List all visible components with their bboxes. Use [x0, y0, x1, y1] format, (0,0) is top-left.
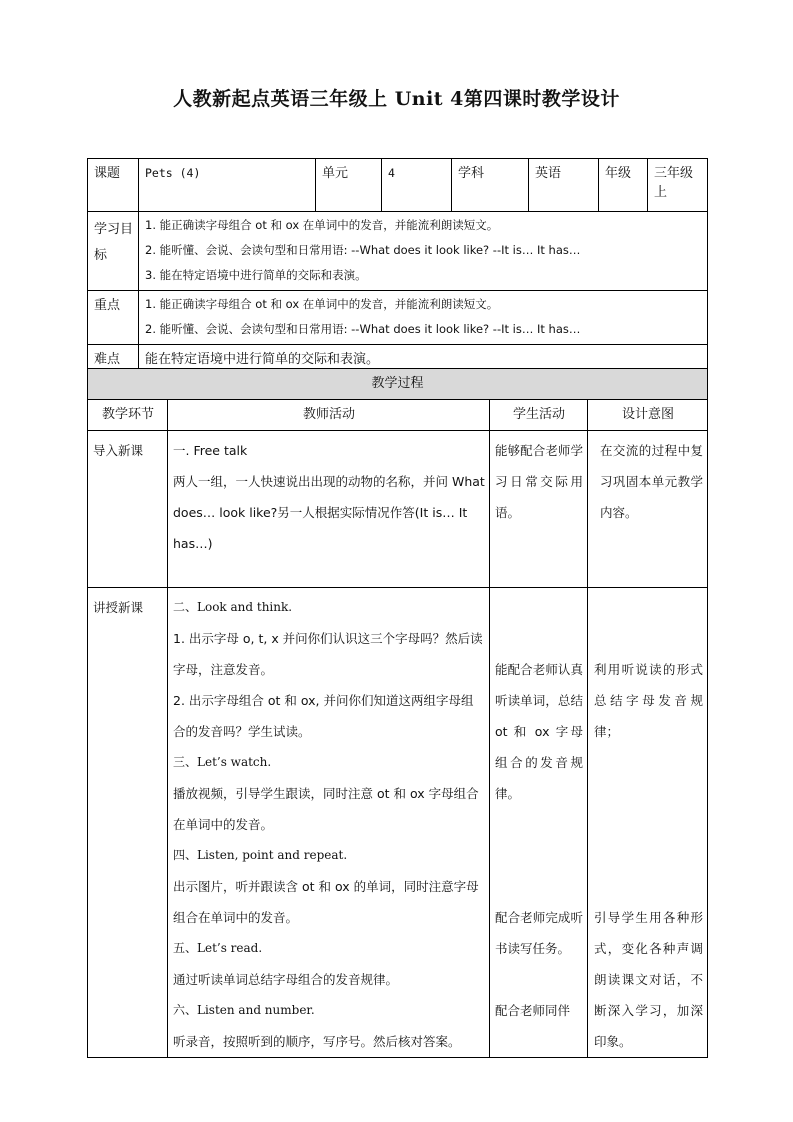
intent-new — [588, 588, 708, 1058]
teacher-line: 出示图片，听并跟读含 ot 和 ox 的单词，同时注意字母组合在单词中的发音。 — [173, 879, 479, 925]
header-stage: 教学环节 — [88, 400, 168, 431]
header-intent: 设计意图 — [588, 400, 708, 431]
key-point-item: 2. 能听懂、会说、会读句型和日常用语: --What does it look like? --It is… It has… — [145, 322, 581, 336]
teacher-line: 听录音，按照听到的顺序，写序号。然后核对答案。 — [173, 1034, 461, 1049]
process-table — [87, 368, 708, 1058]
topic-label: 课题 — [88, 159, 139, 212]
teacher-line: 1. 出示字母 o, t, x 并问你们认识这三个字母吗？然后读字母，注意发音。 — [173, 631, 483, 677]
teacher-line: 播放视频，引导学生跟读，同时注意 ot 和 ox 字母组合在单词中的发音。 — [173, 786, 479, 832]
teacher-line: 六、Listen and number. — [173, 1003, 315, 1017]
document-title: 人教新起点英语三年级上 Unit 4第四课时教学设计 — [173, 88, 620, 110]
unit-value: 4 — [382, 159, 452, 212]
student-intro: 能够配合老师学习日常交际用语。 — [490, 431, 588, 588]
difficulty-text: 能在特定语境中进行简单的交际和表演。 — [139, 345, 708, 372]
intent-block: 引导学生用各种形式，变化各种声调朗读课文对话，不断深入学习，加深印象。 — [594, 910, 704, 1049]
process-header-row — [88, 400, 708, 431]
student-block: 配合老师同伴 — [495, 1003, 571, 1018]
table-row — [88, 588, 708, 1058]
teacher-line: 两人一组，一人快速说出出现的动物的名称，并问 What does… look like?另一人根据实际情况作答(It is… It has…) — [173, 474, 485, 551]
teacher-line: 通过听读单词总结字母组合的发音规律。 — [173, 972, 399, 987]
intent-block: 利用听说读的形式总结字母发音规律； — [594, 662, 704, 739]
subject-value: 英语 — [529, 159, 599, 212]
key-points-label: 重点 — [88, 291, 139, 345]
objective-item: 1. 能正确读字母组合 ot 和 ox 在单词中的发音，并能流利朗读短文。 — [145, 218, 499, 232]
header-student: 学生活动 — [490, 400, 588, 431]
key-point-item: 1. 能正确读字母组合 ot 和 ox 在单词中的发音，并能流利朗读短文。 — [145, 297, 499, 311]
teacher-new — [168, 588, 490, 1058]
unit-label: 单元 — [316, 159, 382, 212]
teacher-line: 2. 出示字母组合 ot 和 ox, 并问你们知道这两组字母组合的发音吗？学生试读。 — [173, 693, 474, 739]
teacher-line: 四、Listen, point and repeat. — [173, 848, 348, 862]
header-teacher: 教师活动 — [168, 400, 490, 431]
key-points-cell — [139, 291, 708, 345]
subject-label: 学科 — [452, 159, 529, 212]
objectives-cell — [139, 212, 708, 291]
teacher-line: 二、Look and think. — [173, 600, 293, 614]
objective-item: 3. 能在特定语境中进行简单的交际和表演。 — [145, 268, 367, 282]
student-block: 配合老师完成听书读写任务。 — [495, 910, 583, 956]
student-block: 能配合老师认真听读单词，总结 ot 和 ox 字母组合的发音规律。 — [495, 662, 583, 801]
grade-label: 年级 — [599, 159, 648, 212]
objective-item: 2. 能听懂、会说、会读句型和日常用语: --What does it look like? --It is… It has… — [145, 243, 581, 257]
topic-value: Pets (4) — [139, 159, 316, 212]
objectives-label: 学习目标 — [88, 212, 139, 291]
teacher-line: 一. Free talk — [173, 443, 248, 458]
difficulty-label: 难点 — [88, 345, 139, 372]
stage-new: 讲授新课 — [88, 588, 168, 1058]
student-new — [490, 588, 588, 1058]
intent-intro: 在交流的过程中复习巩固本单元教学内容。 — [588, 431, 708, 588]
process-section-title: 教学过程 — [88, 369, 708, 400]
stage-intro: 导入新课 — [88, 431, 168, 588]
info-table — [87, 158, 708, 372]
grade-value: 三年级上 — [648, 159, 708, 212]
teacher-line: 三、Let’s watch. — [173, 755, 272, 769]
teacher-intro — [168, 431, 490, 588]
teacher-line: 五、Let’s read. — [173, 941, 263, 955]
table-row — [88, 431, 708, 588]
